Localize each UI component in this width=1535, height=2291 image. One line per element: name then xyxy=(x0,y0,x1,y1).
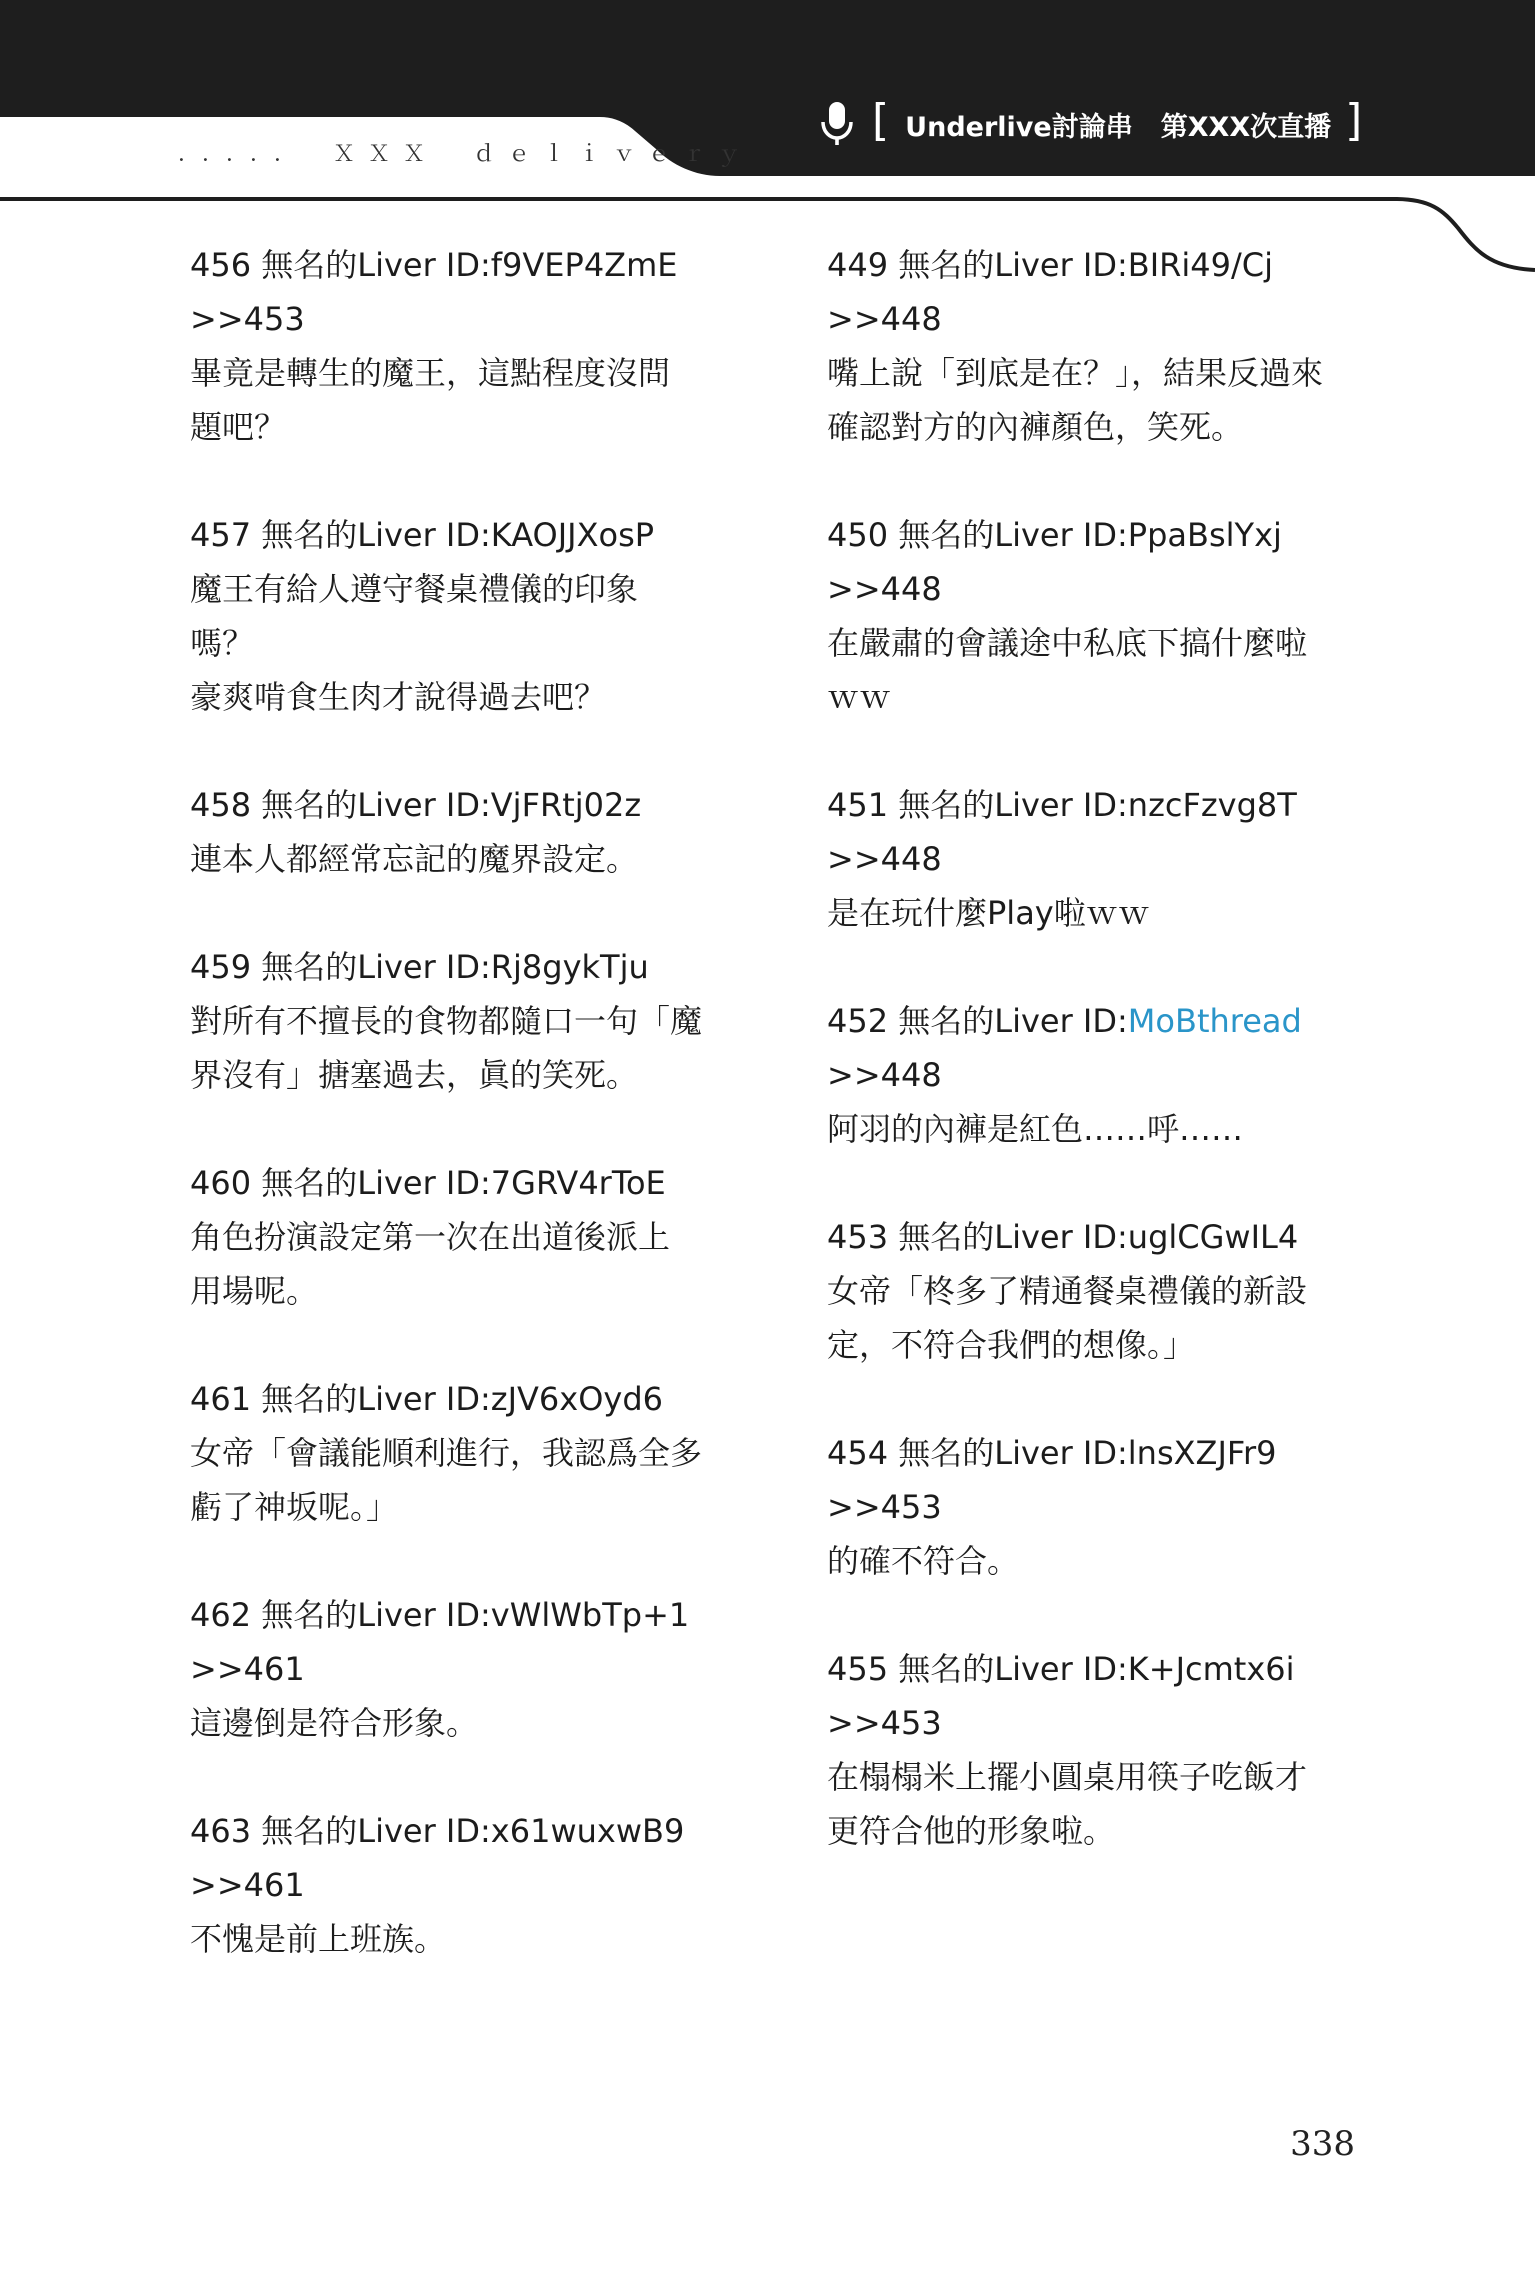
post-header: 450 無名的Liver ID:PpaBslYxj xyxy=(827,516,1282,554)
post-text: 定，不符合我們的想像。」 xyxy=(827,1326,1196,1364)
post-text: 嗎？ xyxy=(190,624,255,662)
post xyxy=(190,940,735,1102)
post xyxy=(190,238,735,454)
post-header: 449 無名的Liver ID:BIRi49/Cj xyxy=(827,246,1274,284)
post-text: 不愧是前上班族。 xyxy=(190,1920,447,1958)
post-text: 角色扮演設定第一次在出道後派上 xyxy=(190,1218,671,1256)
post xyxy=(190,1156,735,1318)
post-header: 463 無名的Liver ID:x61wuxwB9 xyxy=(190,1812,685,1850)
post xyxy=(827,1426,1372,1588)
left-column xyxy=(190,238,735,2020)
poster-id-link[interactable]: MoBthread xyxy=(1127,1002,1302,1040)
post-text: 界沒有」搪塞過去，眞的笑死。 xyxy=(190,1056,639,1094)
post-text: 女帝「會議能順利進行，我認爲全多 xyxy=(190,1434,703,1472)
post xyxy=(827,238,1372,454)
post-header-prefix: 452 無名的Liver ID: xyxy=(827,1002,1128,1040)
post-text: 是在玩什麼Play啦ｗｗ xyxy=(827,894,1150,932)
bracket-close: ] xyxy=(1345,95,1363,146)
post-reply-ref[interactable]: >>448 xyxy=(827,570,942,608)
post xyxy=(190,778,735,886)
post-text: 虧了神坂呢。」 xyxy=(190,1488,399,1526)
post-header: 455 無名的Liver ID:K+Jcmtx6i xyxy=(827,1650,1295,1688)
post xyxy=(827,1210,1372,1372)
thread-title: Underlive討論串 xyxy=(905,111,1133,143)
post-header: 458 無名的Liver ID:VjFRtj02z xyxy=(190,786,642,824)
post-header xyxy=(827,994,1372,1048)
post-text: 畢竟是轉生的魔王，這點程度沒問 xyxy=(190,354,671,392)
post xyxy=(827,994,1372,1156)
post-text: 對所有不擅長的食物都隨口一句「魔 xyxy=(190,1002,703,1040)
post xyxy=(827,778,1372,940)
post-header: 453 無名的Liver ID:uglCGwIL4 xyxy=(827,1218,1299,1256)
post xyxy=(190,1372,735,1534)
post-text: 用場呢。 xyxy=(190,1272,319,1310)
post-header: 454 無名的Liver ID:lnsXZJFr9 xyxy=(827,1434,1277,1472)
post-reply-ref[interactable]: >>453 xyxy=(827,1488,942,1526)
post-text: 題吧？ xyxy=(190,408,287,446)
post xyxy=(827,1642,1372,1858)
post-text: 阿羽的內褲是紅色……呼…… xyxy=(827,1110,1244,1148)
post-header: 451 無名的Liver ID:nzcFzvg8T xyxy=(827,786,1297,824)
post-reply-ref[interactable]: >>453 xyxy=(190,300,305,338)
post-reply-ref[interactable]: >>453 xyxy=(827,1704,942,1742)
post-reply-ref[interactable]: >>461 xyxy=(190,1650,305,1688)
header-delivery-label: ．．．．． ＸＸＸ ｄｅｌｉｖｅｒｙ xyxy=(178,142,754,167)
post-text: ｗｗ xyxy=(827,678,892,716)
page-number: 338 xyxy=(1290,2124,1355,2164)
post-text: 更符合他的形象啦。 xyxy=(827,1812,1116,1850)
bracket-open: [ xyxy=(872,95,890,146)
post xyxy=(190,1804,735,1966)
post-header: 461 無名的Liver ID:zJV6xOyd6 xyxy=(190,1380,664,1418)
post-reply-ref[interactable]: >>461 xyxy=(190,1866,305,1904)
post xyxy=(190,1588,735,1750)
post-text: 女帝「柊多了精通餐桌禮儀的新設 xyxy=(827,1272,1308,1310)
post-text: 魔王有給人遵守餐桌禮儀的印象 xyxy=(190,570,639,608)
post-header: 462 無名的Liver ID:vWlWbTp+1 xyxy=(190,1596,690,1634)
post-text: 在嚴肅的會議途中私底下搞什麼啦 xyxy=(827,624,1308,662)
episode-label: 第XXX次直播 xyxy=(1160,111,1332,143)
post-reply-ref[interactable]: >>448 xyxy=(827,300,942,338)
right-column xyxy=(827,238,1372,1912)
post-text: 豪爽啃食生肉才說得過去吧？ xyxy=(190,678,607,716)
post-reply-ref[interactable]: >>448 xyxy=(827,840,942,878)
post xyxy=(190,508,735,724)
post-header: 460 無名的Liver ID:7GRV4rToE xyxy=(190,1164,666,1202)
post-header: 456 無名的Liver ID:f9VEP4ZmE xyxy=(190,246,678,284)
post-text: 嘴上說「到底是在？」，結果反過來 xyxy=(827,354,1324,392)
post-text: 在榻榻米上擺小圓桌用筷子吃飯才 xyxy=(827,1758,1308,1796)
post-header: 457 無名的Liver ID:KAOJJXosP xyxy=(190,516,655,554)
microphone-icon xyxy=(820,101,854,147)
post-text: 這邊倒是符合形象。 xyxy=(190,1704,479,1742)
post-header: 459 無名的Liver ID:Rj8gykTju xyxy=(190,948,649,986)
post-reply-ref[interactable]: >>448 xyxy=(827,1056,942,1094)
post-text: 連本人都經常忘記的魔界設定。 xyxy=(190,840,639,878)
post-text: 的確不符合。 xyxy=(827,1542,1020,1580)
post xyxy=(827,508,1372,724)
post-text: 確認對方的內褲顏色，笑死。 xyxy=(827,408,1244,446)
header-thread-title xyxy=(820,96,1362,152)
